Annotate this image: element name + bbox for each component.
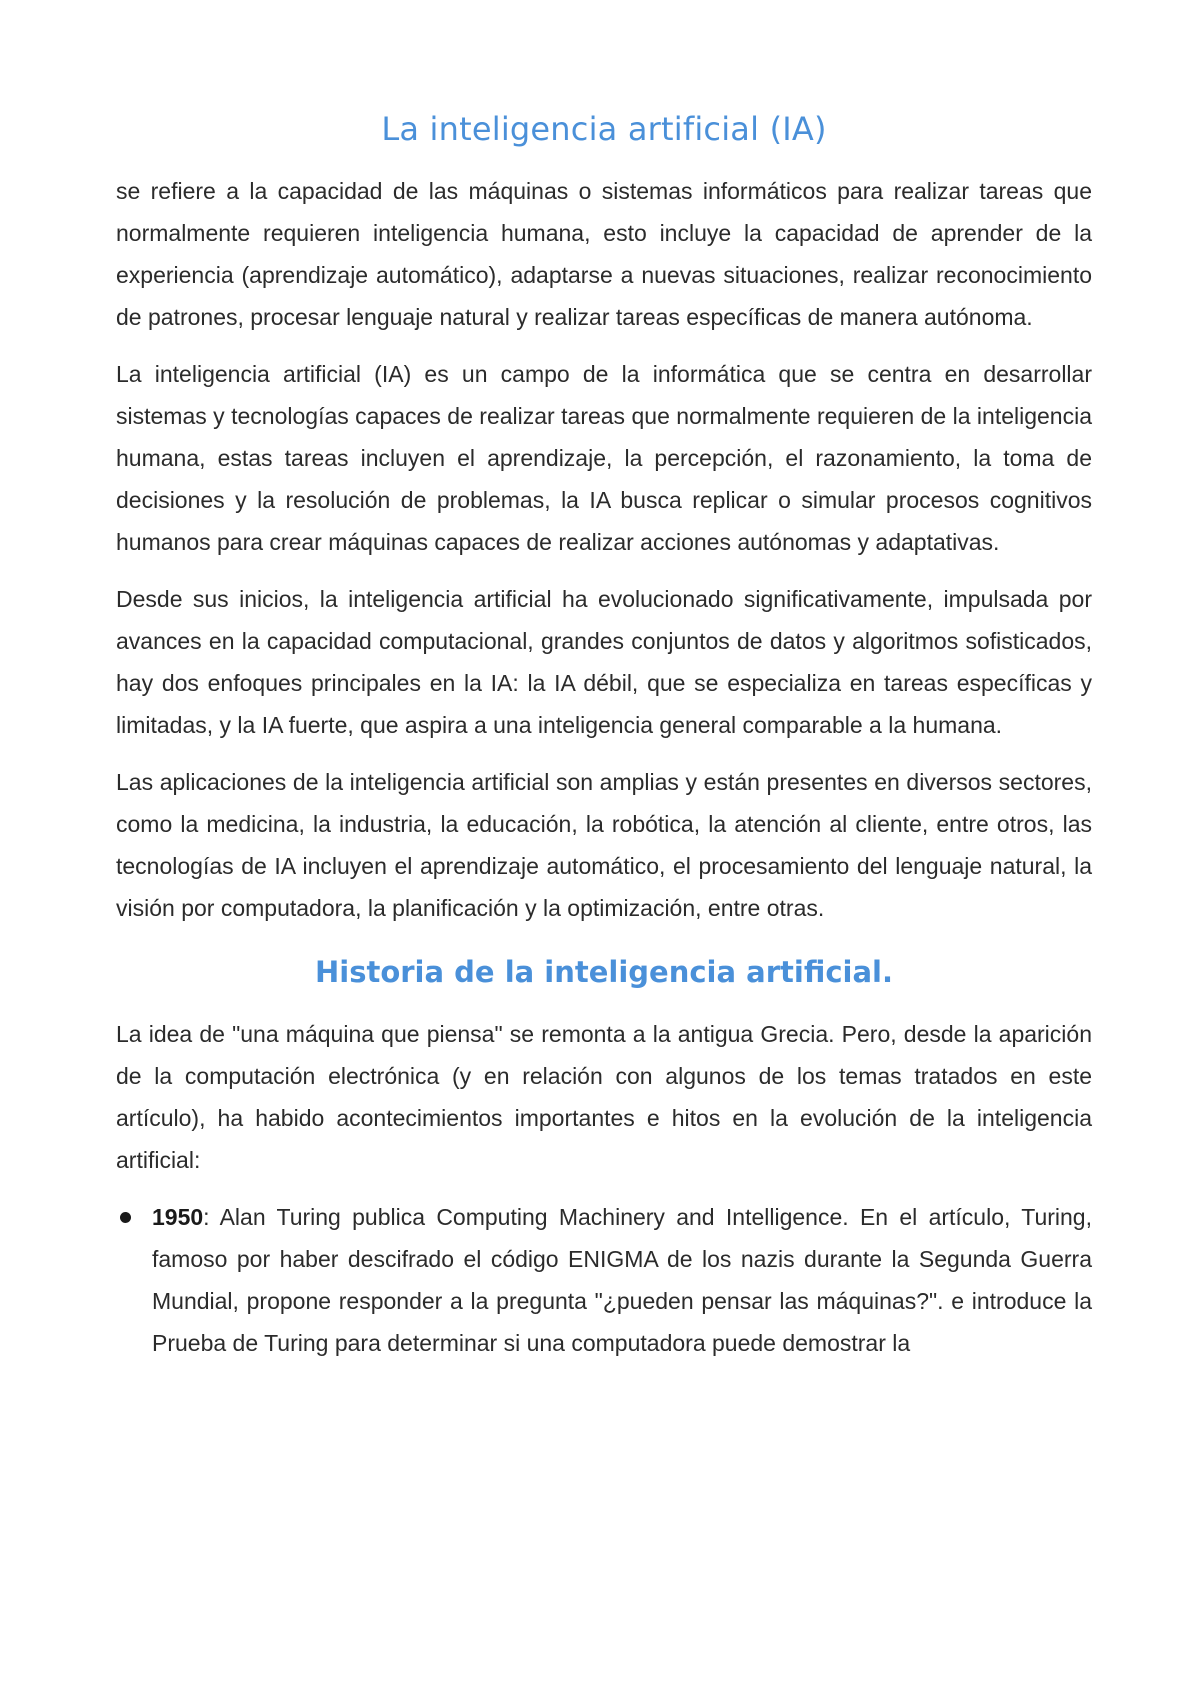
paragraph: Las aplicaciones de la inteligencia artificial son amplias y están presentes en diversos sectores, como la medicina, la industria, la educación, la robótica, la atención al cliente, entre otros, las tecnologías de IA incluyen el aprendizaje automático, el procesamiento del lenguaje natural, la visión por computadora, la planificación y la optimización, entre otras. [116, 769, 1092, 921]
document-title: La inteligencia artificial (IA) [381, 110, 827, 148]
paragraph: se refiere a la capacidad de las máquinas o sistemas informáticos para realizar tareas que normalmente requieren inteligencia humana, esto incluye la capacidad de aprender de la experiencia (aprendizaje automático), adaptarse a nuevas situaciones, realizar reconocimiento de patrones, procesar lenguaje natural y realizar tareas específicas de manera autónoma. [116, 178, 1092, 330]
paragraph: La inteligencia artificial (IA) es un campo de la informática que se centra en desarrollar sistemas y tecnologías capaces de realizar tareas que normalmente requieren de la inteligencia humana, estas tareas incluyen el aprendizaje, la percepción, el razonamiento, la toma de decisiones y la resolución de problemas, la IA busca replicar o simular procesos cognitivos humanos para crear máquinas capaces de realizar acciones autónomas y adaptativas. [116, 361, 1092, 555]
milestone-year: 1950 [152, 1204, 204, 1230]
paragraph: Desde sus inicios, la inteligencia artificial ha evolucionado significativamente, impulsada por avances en la capacidad computacional, grandes conjuntos de datos y algoritmos sofisticados, hay dos enfoques principales en la IA: la IA débil, que se especializa en tareas específicas y limitadas, y la IA fuerte, que aspira a una inteligencia general comparable a la humana. [116, 586, 1092, 738]
history-heading: Historia de la inteligencia artificial. [315, 955, 893, 989]
bullet-icon [120, 1212, 131, 1223]
milestone-list [116, 1196, 1092, 1364]
milestone-text: : Alan Turing publica Computing Machinery and Intelligence. En el artículo, Turing, famoso por haber descifrado el código ENIGMA de los nazis durante la Segunda Guerra Mundial, propone responder a la pregunta "¿pueden pensar las máquinas?". e introduce la Prueba de Turing para determinar si una computadora puede demostrar la [152, 1204, 1092, 1356]
document-page [116, 110, 1092, 1364]
history-intro: La idea de "una máquina que piensa" se remonta a la antigua Grecia. Pero, desde la aparición de la computación electrónica (y en relación con algunos de los temas tratados en este artículo), ha habido acontecimientos importantes e hitos en la evolución de la inteligencia artificial: [116, 1021, 1092, 1173]
list-item [116, 1196, 1092, 1364]
